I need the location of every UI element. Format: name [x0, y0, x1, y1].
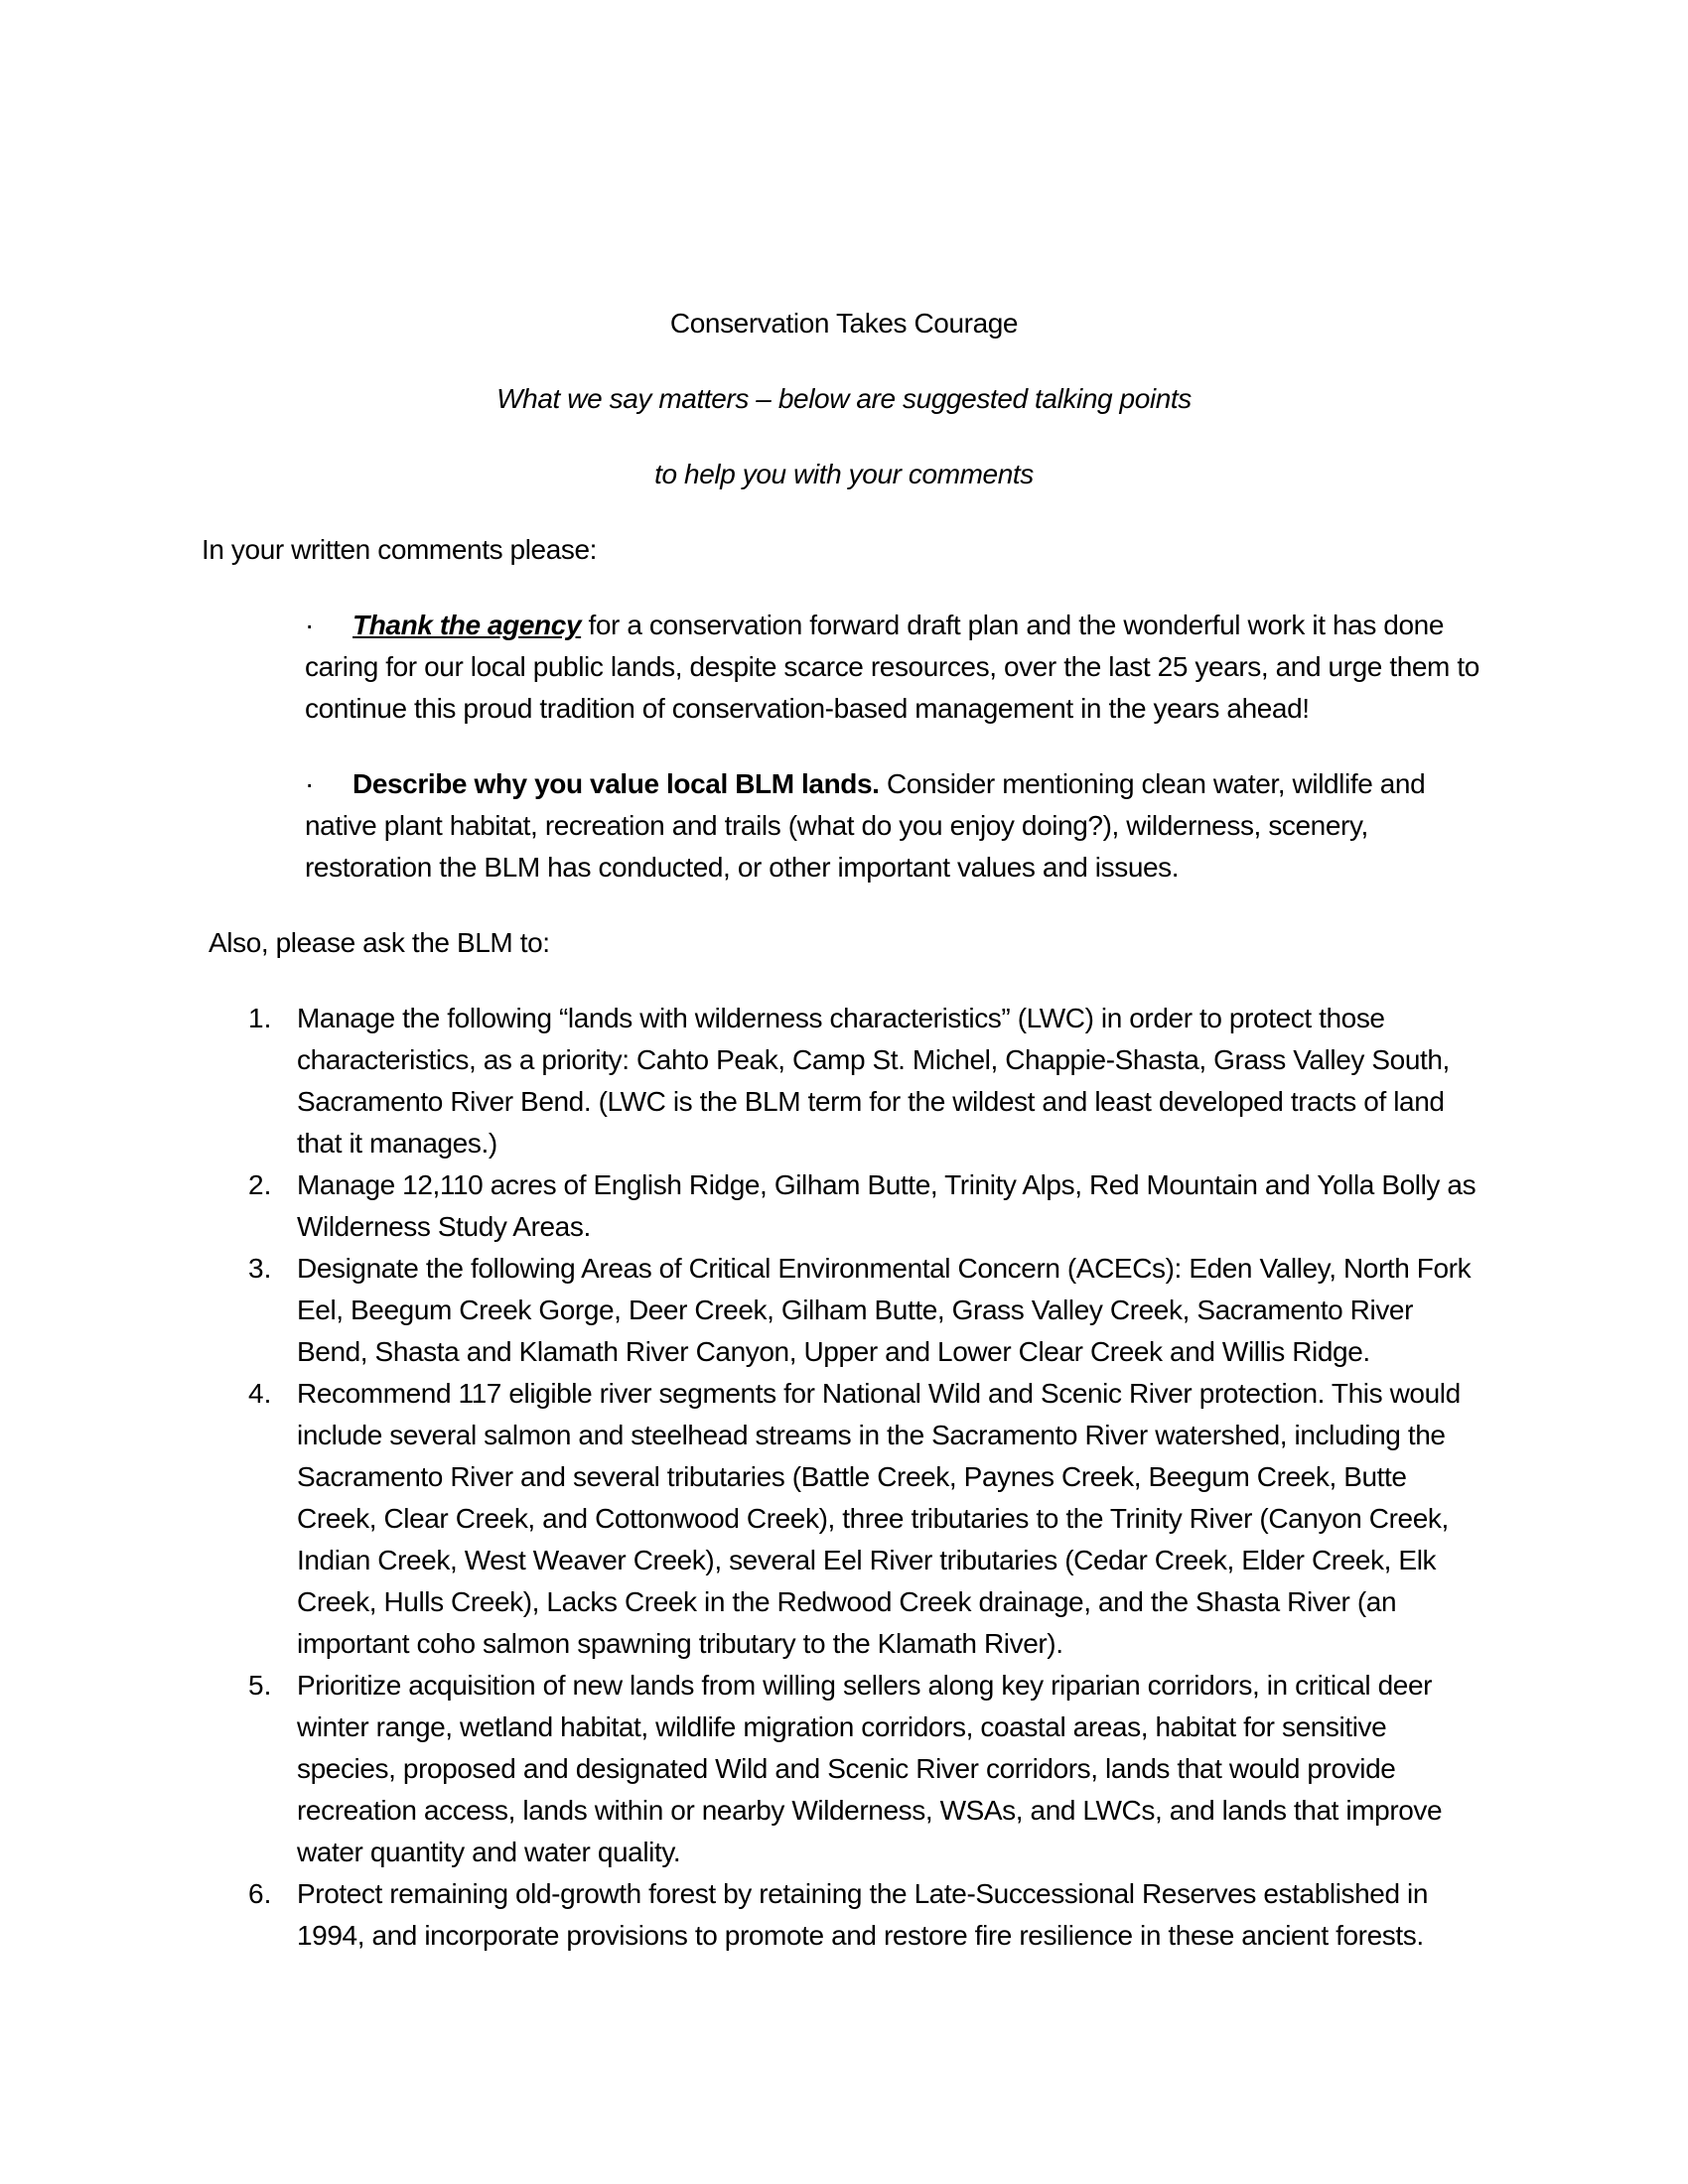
list-number-6: 6.: [248, 1878, 272, 1909]
bullet-lead-describe-value: Describe why you value local BLM lands.: [352, 768, 880, 799]
bullet-dot-icon: ·: [305, 768, 315, 799]
list-text-6: Protect remaining old-growth forest by retaining the Late-Successional Reserves established in 1994, and incorporate provisions to promote and restore fire resilience in these ancient forests.: [297, 1878, 1429, 1951]
list-text-3: Designate the following Areas of Critical Environmental Concern (ACECs): Eden Valley, North Fork Eel, Beegum Creek Gorge, Deer Creek, Gilham Butte, Grass Valley Creek, Sacramento River Bend, Shasta and Klamath River Canyon, Upper and Lower Clear Creek and Willis Ridge.: [297, 1253, 1472, 1367]
list-item-3: [248, 1248, 1489, 1373]
numbered-list: [0, 998, 1688, 1957]
list-number-2: 2.: [248, 1169, 272, 1200]
list-number-1: 1.: [248, 1003, 272, 1033]
list-item-2: [248, 1164, 1489, 1248]
list-item-1: [248, 998, 1489, 1164]
subtitle-line-1: What we say matters – below are suggested talking points: [496, 383, 1192, 414]
list-item-6: [248, 1873, 1489, 1957]
intro-heading: In your written comments please:: [202, 534, 598, 565]
list-text-1: Manage the following “lands with wilderness characteristics” (LWC) in order to protect those characteristics, as a priority: Cahto Peak, Camp St. Michel, Chappie-Shasta, Grass Valley South, Sacramento River Bend. (LWC is the BLM term for the wildest and least developed tracts of land that it manages.): [297, 1003, 1450, 1159]
subtitle-line-2: to help you with your comments: [654, 459, 1034, 489]
list-text-4: Recommend 117 eligible river segments for National Wild and Scenic River protection. This would include several salmon and steelhead streams in the Sacramento River watershed, including the Sacramento River and several tributaries (Battle Creek, Paynes Creek, Beegum Creek, Butte Creek, Clear Creek, and Cottonwood Creek), three tributaries to the Trinity River (Canyon Creek, Indian Creek, West Weaver Creek), several Eel River tributaries (Cedar Creek, Elder Creek, Elk Creek, Hulls Creek), Lacks Creek in the Redwood Creek drainage, and the Shasta River (an important coho salmon spawning tributary to the Klamath River).: [297, 1378, 1461, 1659]
bullet-text-describe-value: Consider mentioning clean water, wildlife and native plant habitat, recreation and trails (what do you enjoy doing?), wilderness, scenery, restoration the BLM has conducted, or other important values and issues.: [305, 768, 1426, 883]
list-item-4: [248, 1373, 1489, 1665]
bullet-dot-icon: ·: [305, 610, 315, 640]
list-text-5: Prioritize acquisition of new lands from willing sellers along key riparian corridors, in critical deer winter range, wetland habitat, wildlife migration corridors, coastal areas, habitat for sensitive species, proposed and designated Wild and Scenic River corridors, lands that would provide recreation access, lands within or nearby Wilderness, WSAs, and LWCs, and lands that improve water quantity and water quality.: [297, 1670, 1443, 1867]
list-number-4: 4.: [248, 1378, 272, 1409]
list-text-2: Manage 12,110 acres of English Ridge, Gilham Butte, Trinity Alps, Red Mountain and Yolla Bolly as Wilderness Study Areas.: [297, 1169, 1477, 1242]
bullet-item-describe-value: [305, 763, 1486, 888]
ask-heading: Also, please ask the BLM to:: [209, 927, 550, 958]
list-number-3: 3.: [248, 1253, 272, 1284]
bullet-text-thank-agency: for a conservation forward draft plan and the wonderful work it has done caring for our local public lands, despite scarce resources, over the last 25 years, and urge them to continue this proud tradition of conservation-based management in the years ahead!: [305, 610, 1479, 724]
list-number-5: 5.: [248, 1670, 272, 1701]
document-title: Conservation Takes Courage: [669, 308, 1019, 339]
list-item-5: [248, 1665, 1489, 1873]
bullet-item-thank-agency: [305, 605, 1486, 730]
bullet-lead-thank-agency: Thank the agency: [352, 610, 582, 640]
